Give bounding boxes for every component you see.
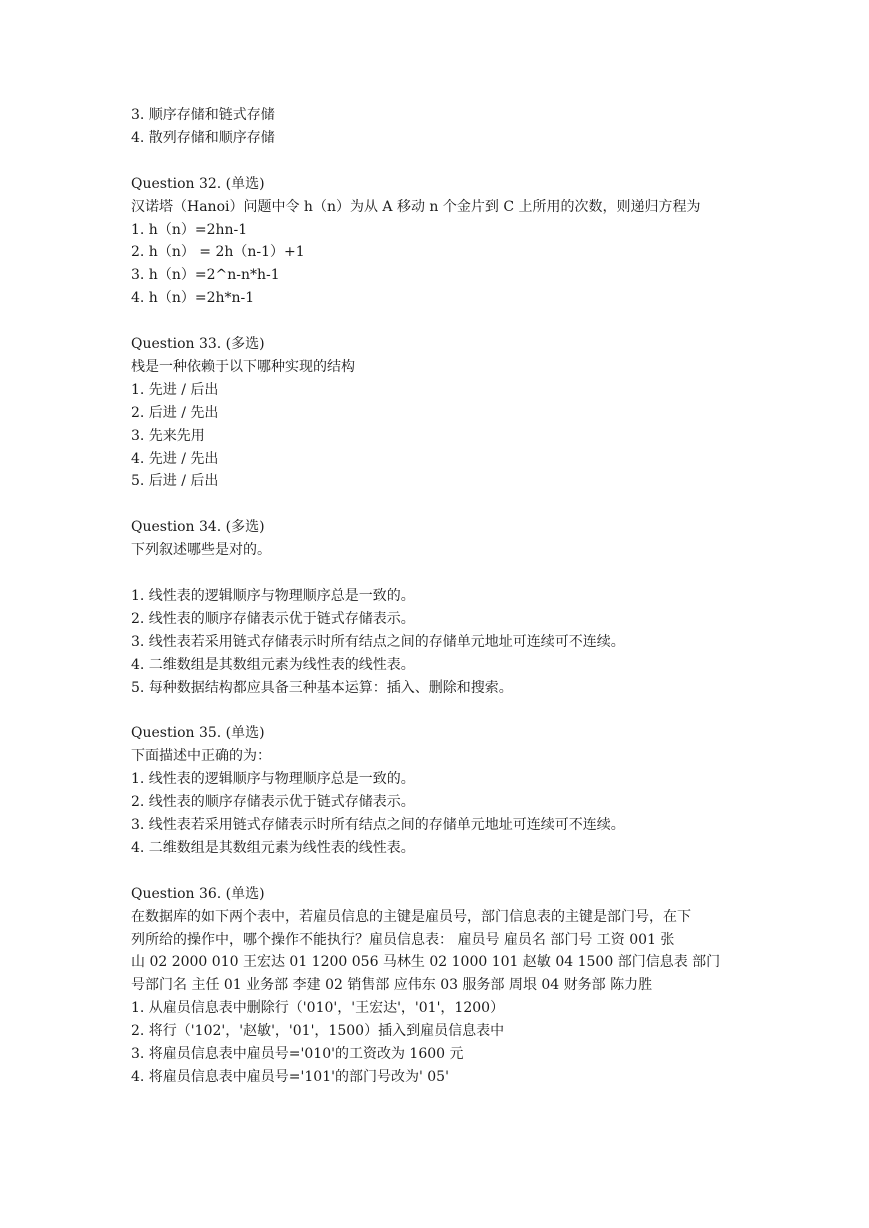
spacer [131,700,741,723]
spacer [131,860,741,883]
question-stem-line-1: 在数据库的如下两个表中，若雇员信息的主键是雇员号，部门信息表的主键是部门号，在下 [131,908,691,925]
option-1: 1. 线性表的逻辑顺序与物理顺序总是一致的。 [131,587,415,604]
spacer [131,310,741,333]
question-stem: 栈是一种依赖于以下哪种实现的结构 [131,358,355,375]
question-34 [131,516,741,699]
option-2: 2. 将行（'102'，'赵敏'，'01'，1500）插入到雇员信息表中 [131,1023,505,1040]
spacer [131,150,741,173]
question-header: Question 32. (单选) [131,175,265,192]
option-1: 1. 线性表的逻辑顺序与物理顺序总是一致的。 [131,771,415,788]
option-4: 4. h（n）=2h*n-1 [131,290,255,307]
option-2: 2. 后进 / 先出 [131,404,219,421]
question-stem-line-3: 山 02 2000 010 王宏达 01 1200 056 马林生 02 1000 101 赵敏 04 1500 部门信息表 部门 [131,954,721,971]
question-stem: 下面描述中正确的为： [131,748,271,765]
option-4: 4. 二维数组是其数组元素为线性表的线性表。 [131,656,415,673]
option-2: 2. h（n） = 2h（n-1）+1 [131,244,305,261]
question-31-tail [131,104,741,150]
question-31-option-4: 4. 散列存储和顺序存储 [131,129,275,146]
option-1: 1. 从雇员信息表中删除行（'010'，'王宏达'，'01'，1200） [131,1000,505,1017]
question-stem-line-2: 列所给的操作中，哪个操作不能执行？雇员信息表： 雇员号 雇员名 部门号 工资 001 张 [131,931,675,948]
question-header: Question 33. (多选) [131,336,265,353]
option-3: 3. h（n）=2^n-n*h-1 [131,267,280,284]
option-2: 2. 线性表的顺序存储表示优于链式存储表示。 [131,794,415,811]
option-3: 3. 将雇员信息表中雇员号='010'的工资改为 1600 元 [131,1046,464,1063]
question-header: Question 36. (单选) [131,885,265,902]
question-36 [131,883,741,1089]
question-31-option-3: 3. 顺序存储和链式存储 [131,107,275,123]
spacer [131,493,741,516]
option-2: 2. 线性表的顺序存储表示优于链式存储表示。 [131,610,415,627]
question-35 [131,722,741,859]
option-3: 3. 先来先用 [131,427,205,444]
question-stem-line-4: 号部门名 主任 01 业务部 李建 02 销售部 应伟东 03 服务部 周垠 04 财务部 陈力胜 [131,977,653,994]
option-5: 5. 每种数据结构都应具备三种基本运算：插入、删除和搜索。 [131,679,513,696]
option-3: 3. 线性表若采用链式存储表示时所有结点之间的存储单元地址可连续可不连续。 [131,633,625,650]
document-body [131,104,741,1089]
option-4: 4. 将雇员信息表中雇员号='101'的部门号改为' 05' [131,1068,449,1085]
option-5: 5. 后进 / 后出 [131,473,219,490]
question-stem: 汉诺塔（Hanoi）问题中令 h（n）为从 A 移动 n 个金片到 C 上所用的次数，则递归方程为 [131,198,701,215]
option-1: 1. 先进 / 后出 [131,381,219,398]
question-32 [131,173,741,310]
question-header: Question 35. (单选) [131,725,265,742]
question-stem: 下列叙述哪些是对的。 [131,542,271,559]
spacer [131,562,741,585]
option-4: 4. 二维数组是其数组元素为线性表的线性表。 [131,839,415,856]
question-header: Question 34. (多选) [131,519,265,536]
option-1: 1. h（n）=2hn-1 [131,221,248,238]
option-4: 4. 先进 / 先出 [131,450,219,467]
question-33 [131,333,741,493]
option-3: 3. 线性表若采用链式存储表示时所有结点之间的存储单元地址可连续可不连续。 [131,817,625,834]
